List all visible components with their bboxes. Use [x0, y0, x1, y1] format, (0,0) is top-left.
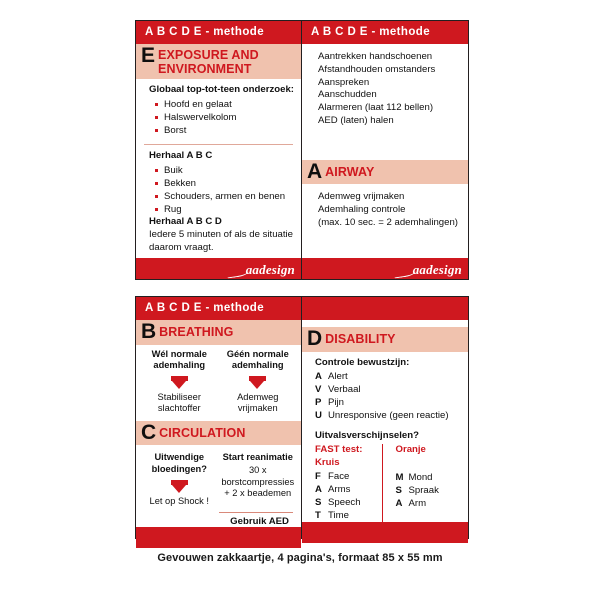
avpu-value: Unresponsive (geen reactie) [328, 410, 449, 422]
table-row [315, 396, 462, 409]
list-item: Rug [155, 203, 295, 216]
table-row [396, 497, 459, 510]
breathing-col-abnormal [219, 349, 298, 415]
fast-left-rows [315, 470, 378, 522]
breathing-abnormal-result: Ademweg vrijmaken [237, 391, 279, 414]
avpu-value: Verbaal [328, 384, 361, 396]
page-disability-body [302, 320, 468, 522]
step-line: AED (laten) halen [318, 114, 394, 126]
list-item: Hoofd en gelaat [155, 98, 295, 111]
list-herhaal-abc [149, 164, 295, 216]
section-band-circulation [136, 421, 301, 445]
block-top-to-toe [136, 79, 301, 137]
breathing-normal-result: Stabiliseer slachtoffer [157, 391, 201, 414]
table-row [315, 409, 462, 422]
breathing-col-normal [140, 349, 219, 415]
page-exposure-body [136, 44, 301, 258]
step-line: Aantrekken handschoenen [318, 51, 433, 63]
fast-left-subtitle: Kruis [315, 456, 340, 468]
avpu-key: V [315, 384, 322, 396]
section-title-airway: AIRWAY [325, 164, 375, 179]
table-row [315, 509, 378, 522]
circulation-cpr-head: Start reanimatie [222, 452, 293, 463]
list-item: Buik [155, 164, 295, 177]
fast-right-rows [396, 471, 459, 510]
list-top-to-toe [149, 98, 295, 137]
footer-bar-right [302, 258, 468, 279]
fast-col-right [382, 444, 463, 522]
breathing-columns [136, 345, 301, 415]
fast-value: Spraak [408, 484, 439, 496]
section-band-breathing [136, 320, 301, 344]
gebruik-aed-label: Gebruik AED [230, 516, 289, 528]
fast-value: Time [328, 510, 349, 522]
logo-text: aadesign [245, 262, 295, 277]
letter-e: E [141, 44, 156, 68]
section-title-exposure: EXPOSURE AND ENVIRONMENT [158, 48, 259, 76]
airway-line: Ademhaling controle [318, 203, 406, 215]
fast-col-left [315, 444, 382, 522]
table-row [396, 484, 459, 497]
list-item: Schouders, armen en benen [155, 190, 295, 203]
letter-c: C [141, 420, 157, 444]
heading-controle-bewustzijn: Controle bewustzijn: [315, 356, 410, 368]
page-airway-body [302, 44, 468, 258]
heading-uitvalsverschijnselen: Uitvalsverschijnselen? [315, 430, 419, 442]
page-title-abcde-breathing: A B C D E - methode [136, 297, 301, 320]
section-title-disability: DISABILITY [325, 332, 396, 347]
circulation-columns [136, 445, 301, 507]
fast-key: S [395, 484, 402, 496]
logo-text: aadesign [412, 262, 462, 277]
logo-aadesign [413, 262, 462, 278]
table-row [315, 483, 378, 496]
page-breathing-body [136, 320, 301, 527]
block-herhaal-abc [136, 145, 301, 254]
step-line: Aanschudden [318, 89, 377, 101]
heading-top-to-toe: Globaal top-tot-teen onderzoek: [149, 84, 294, 96]
fast-value: Arms [328, 484, 351, 496]
avpu-key: P [315, 397, 322, 409]
letter-d: D [307, 327, 323, 351]
caption-text: Gevouwen zakkaartje, 4 pagina's, formaat 85 x 55 mm [157, 552, 443, 564]
fast-key: A [395, 497, 403, 509]
circulation-col-cpr [219, 452, 298, 507]
fast-value: Arm [408, 497, 427, 509]
block-airway-lines [302, 184, 468, 229]
fast-key: S [315, 497, 322, 509]
step-line: Alarmeren (laat 112 bellen) [318, 102, 434, 114]
logo-aadesign [246, 262, 295, 278]
letter-a: A [307, 159, 323, 183]
footer-bar-left [136, 258, 301, 279]
page-title-abcde-airway: A B C D E - methode [302, 21, 468, 44]
breathing-normal-head: Wél normale ademhaling [151, 348, 207, 371]
avpu-value: Alert [328, 371, 348, 383]
card-top [135, 20, 469, 280]
avpu-table [315, 370, 462, 422]
fast-key: F [315, 471, 321, 483]
airway-line: Ademweg vrijmaken [318, 191, 405, 203]
page-title-abcde-exposure: A B C D E - methode [136, 21, 301, 44]
page-airway [302, 21, 468, 279]
section-band-airway [302, 160, 468, 184]
block-first-steps [302, 44, 468, 128]
table-row [315, 370, 462, 383]
arrow-down-icon [171, 480, 188, 493]
section-band-exposure [136, 44, 301, 79]
block-avpu [302, 352, 468, 423]
breathing-abnormal-head: Géén normale ademhaling [226, 348, 289, 371]
avpu-key: A [315, 371, 322, 383]
footer-bar-left-bottom [136, 527, 301, 548]
fast-key: M [395, 471, 404, 483]
heading-herhaal-abcd: Herhaal A B C D [149, 216, 222, 228]
table-row [315, 496, 378, 509]
arrow-down-icon [171, 376, 188, 389]
section-title-breathing: BREATHING [159, 325, 234, 340]
note-herhaal-interval: Iedere 5 minuten of als de situatie daarom vraagt. [149, 228, 293, 253]
page-exposure [136, 21, 302, 279]
section-title-circulation: CIRCULATION [159, 425, 246, 440]
step-line: Aanspreken [318, 76, 370, 88]
circulation-bleeding-result: Let op Shock ! [149, 495, 209, 506]
circulation-bleeding-head: Uitwendige bloedingen? [151, 452, 207, 474]
fast-right-title: Oranje [395, 444, 426, 456]
step-line: Afstandhouden omstanders [318, 63, 436, 75]
table-row [315, 383, 462, 396]
page-disability [302, 297, 468, 538]
title-bar-blank-disability [302, 297, 468, 320]
fast-value: Speech [328, 497, 361, 509]
letter-b: B [141, 320, 157, 344]
card-bottom [135, 296, 469, 539]
footer-bar-right-bottom [302, 522, 468, 543]
page-breathing-circulation [136, 297, 302, 538]
avpu-value: Pijn [328, 397, 344, 409]
list-item: Bekken [155, 177, 295, 190]
table-row [396, 471, 459, 484]
airway-line: (max. 10 sec. = 2 ademhalingen) [318, 216, 458, 228]
block-fast [302, 422, 468, 522]
circulation-col-bleeding [140, 452, 219, 507]
heading-herhaal-abc: Herhaal A B C [149, 150, 213, 162]
fast-table [315, 444, 462, 522]
fast-left-title: FAST test: [315, 444, 363, 456]
table-row [315, 470, 378, 483]
list-item: Borst [155, 124, 295, 137]
arrow-down-icon [249, 376, 266, 389]
section-band-disability [302, 327, 468, 351]
fast-value: Mond [408, 471, 433, 483]
list-item: Halswervelkolom [155, 111, 295, 124]
avpu-key: U [315, 410, 322, 422]
circulation-cpr-result: 30 x borstcompressies + 2 x beademen [221, 464, 295, 499]
fast-value: Face [328, 471, 350, 483]
fast-key: T [315, 510, 321, 522]
fast-key: A [315, 484, 322, 496]
